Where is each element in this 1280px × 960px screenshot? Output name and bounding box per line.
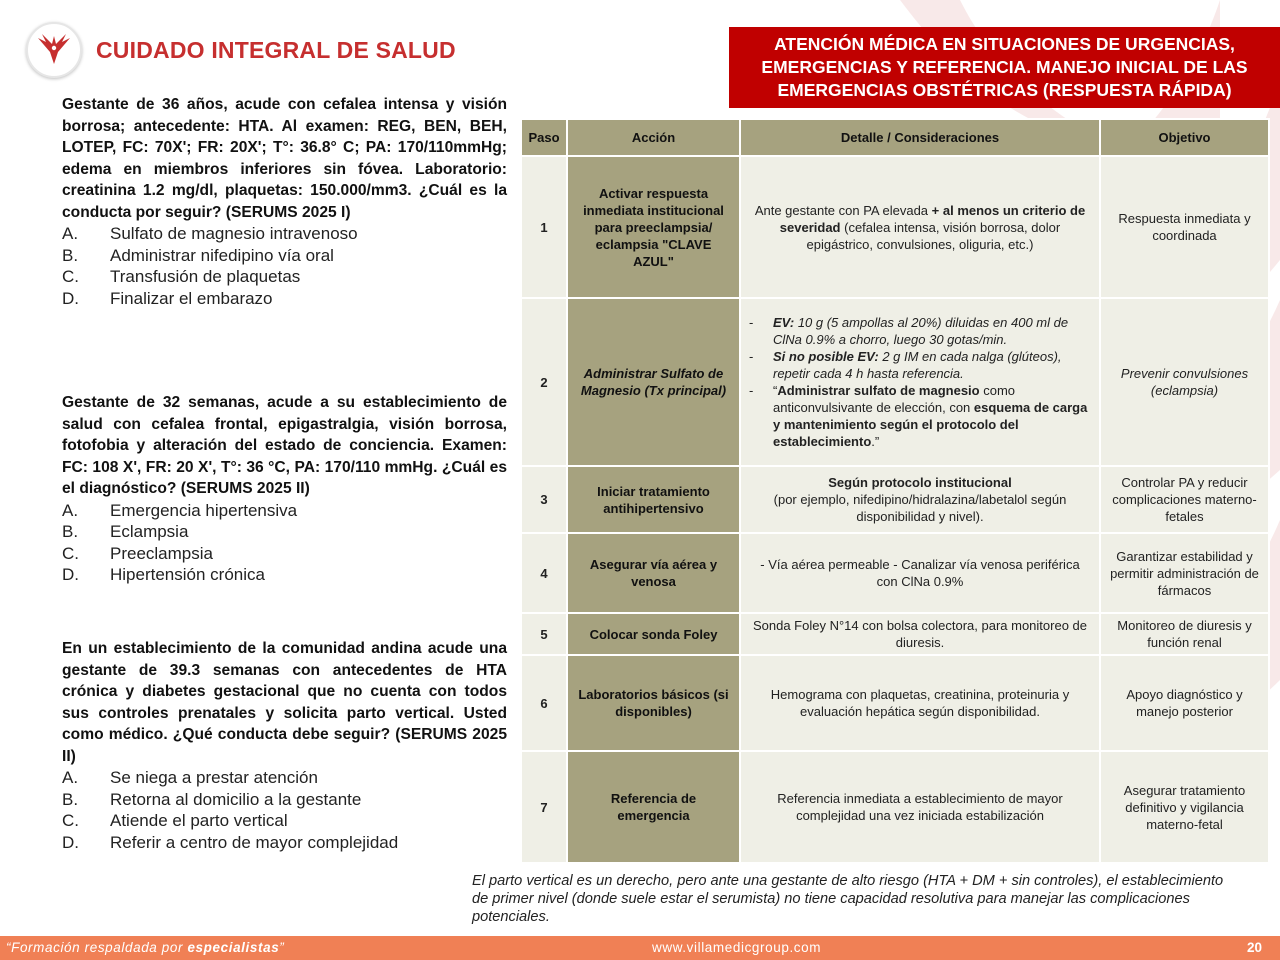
table-row: [521, 298, 1269, 466]
option-a: A. Emergencia hipertensiva: [62, 500, 298, 520]
detail-cell: Sonda Foley N°14 con bolsa colectora, para monitoreo de diuresis.: [740, 613, 1100, 655]
page-number: 20: [1246, 940, 1262, 955]
option-a: A. Sulfato de magnesio intravenoso: [62, 224, 358, 243]
step-number: 5: [521, 613, 567, 655]
options-list: [62, 223, 507, 309]
footnote: El parto vertical es un derecho, pero ante una gestante de alto riesgo (HTA + DM + sin controles), el establecimiento de primer nivel (donde suele estar el serumista) no tiene capacidad resolutiva para manejar las complicaciones potenciales.: [472, 873, 1224, 925]
step-number: 6: [521, 655, 567, 751]
action-cell: Asegurar vía aérea y venosa: [567, 533, 740, 613]
detail-cell: Según protocolo institucional (por ejemplo, nifedipino/hidralazina/labetalol según disponibilidad y nivel).: [740, 466, 1100, 533]
header-detail: Detalle / Consideraciones: [740, 119, 1100, 156]
action-cell: Iniciar tratamiento antihipertensivo: [567, 466, 740, 533]
options-list: [62, 767, 507, 853]
objective-cell: Asegurar tratamiento definitivo y vigilancia materno-fetal: [1100, 751, 1269, 863]
option-c: C. Preeclampsia: [62, 543, 213, 563]
step-number: 3: [521, 466, 567, 533]
question-2: [62, 392, 507, 586]
question-3: [62, 638, 507, 853]
question-text: Gestante de 32 semanas, acude a su establecimiento de salud con cefalea frontal, epigastralgia, visión borrosa, fotofobia y alteración del estado de conciencia. Examen: FC: 108 X', FR: 20 X', T°: 36 °C, PA: 170/110 mmHg. ¿Cuál es el diagnóstico? (SERUMS 2025 II): [62, 394, 507, 497]
option-a: A. Se niega a prestar atención: [62, 768, 318, 787]
detail-cell: Hemograma con plaquetas, creatinina, proteinuria y evaluación hepática según disponibilidad.: [740, 655, 1100, 751]
step-number: 4: [521, 533, 567, 613]
action-cell: Administrar Sulfato de Magnesio (Tx principal): [567, 298, 740, 466]
objective-cell: Respuesta inmediata y coordinada: [1100, 156, 1269, 298]
table-row: [521, 655, 1269, 751]
detail-item: - Si no posible EV: 2 g IM en cada nalga (glúteos), repetir cada 4 h hasta referencia.: [749, 349, 1062, 381]
option-d: D. Referir a centro de mayor complejidad: [62, 832, 399, 852]
protocol-table: [520, 118, 1270, 864]
objective-cell: Prevenir convulsiones (eclampsia): [1100, 298, 1269, 466]
action-cell: Referencia de emergencia: [567, 751, 740, 863]
header-step: Paso: [521, 119, 567, 156]
detail-cell: [740, 298, 1100, 466]
detail-item: - “Administrar sulfato de magnesio como anticonvulsivante de elección, con esquema de carga y mantenimiento según el protocolo del establecimiento.”: [749, 383, 1088, 449]
step-number: 2: [521, 298, 567, 466]
question-text: En un establecimiento de la comunidad andina acude una gestante de 39.3 semanas con antecedentes de HTA crónica y diabetes gestacional que no cuenta con todos sus controles prenatales y solicita parto vertical. Usted como médico. ¿Qué conducta debe seguir? (SERUMS 2025 II): [62, 640, 507, 765]
detail-cell: - Vía aérea permeable - Canalizar vía venosa periférica con ClNa 0.9%: [740, 533, 1100, 613]
detail-list: [749, 314, 1091, 450]
section-title: ATENCIÓN MÉDICA EN SITUACIONES DE URGENCIAS, EMERGENCIAS Y REFERENCIA. MANEJO INICIAL DE LAS EMERGENCIAS OBSTÉTRICAS (RESPUESTA RÁPIDA): [729, 27, 1280, 108]
detail-cell: Ante gestante con PA elevada + al menos un criterio de severidad (cefalea intensa, visión borrosa, dolor epigástrico, convulsiones, oliguria, etc.): [740, 156, 1100, 298]
option-b: B. Administrar nifedipino vía oral: [62, 245, 334, 265]
objective-cell: Monitoreo de diuresis y función renal: [1100, 613, 1269, 655]
footer-url[interactable]: www.villamedicgroup.com: [652, 940, 822, 955]
options-list: [62, 500, 507, 586]
table-row: [521, 533, 1269, 613]
objective-cell: Controlar PA y reducir complicaciones materno-fetales: [1100, 466, 1269, 533]
option-c: C. Atiende el parto vertical: [62, 811, 288, 830]
brand-title: CUIDADO INTEGRAL DE SALUD: [96, 36, 456, 63]
option-c: C. Transfusión de plaquetas: [62, 267, 301, 286]
detail-item: - EV: 10 g (5 ampollas al 20%) diluidas en 400 ml de ClNa 0.9% a chorro, luego 30 gotas/min.: [749, 315, 1069, 347]
step-number: 7: [521, 751, 567, 863]
footer-bar: [0, 936, 1280, 960]
question-1: [62, 94, 507, 309]
header-action: Acción: [567, 119, 740, 156]
objective-cell: Apoyo diagnóstico y manejo posterior: [1100, 655, 1269, 751]
table-row: [521, 156, 1269, 298]
brand-header: [26, 22, 456, 78]
phoenix-logo-icon: [26, 22, 82, 78]
footer-slogan: “Formación respaldada por especialistas”: [6, 940, 285, 955]
header-objective: Objetivo: [1100, 119, 1269, 156]
option-d: D. Finalizar el embarazo: [62, 288, 273, 308]
detail-cell: Referencia inmediata a establecimiento de mayor complejidad una vez iniciada estabilización: [740, 751, 1100, 863]
table-row: [521, 613, 1269, 655]
action-cell: Colocar sonda Foley: [567, 613, 740, 655]
option-d: D. Hipertensión crónica: [62, 565, 265, 584]
question-text: Gestante de 36 años, acude con cefalea intensa y visión borrosa; antecedente: HTA. Al examen: REG, BEN, BEH, LOTEP, FC: 70X'; FR: 20X'; T°: 36.8° C; PA: 170/110mmHg; edema en miembros inferiores sin fóvea. Laboratorio: creatinina 1.2 mg/dl, plaquetas: 150.000/mm3. ¿Cuál es la conducta por seguir? (SERUMS 2025 I): [62, 96, 507, 221]
action-cell: Activar respuesta inmediata institucional para preeclampsia/ eclampsia "CLAVE AZUL": [567, 156, 740, 298]
option-b: B. Eclampsia: [62, 522, 189, 541]
step-number: 1: [521, 156, 567, 298]
action-cell: Laboratorios básicos (si disponibles): [567, 655, 740, 751]
table-row: [521, 466, 1269, 533]
option-b: B. Retorna al domicilio a la gestante: [62, 789, 362, 809]
table-row: [521, 751, 1269, 863]
objective-cell: Garantizar estabilidad y permitir administración de fármacos: [1100, 533, 1269, 613]
table-header-row: [521, 119, 1269, 156]
